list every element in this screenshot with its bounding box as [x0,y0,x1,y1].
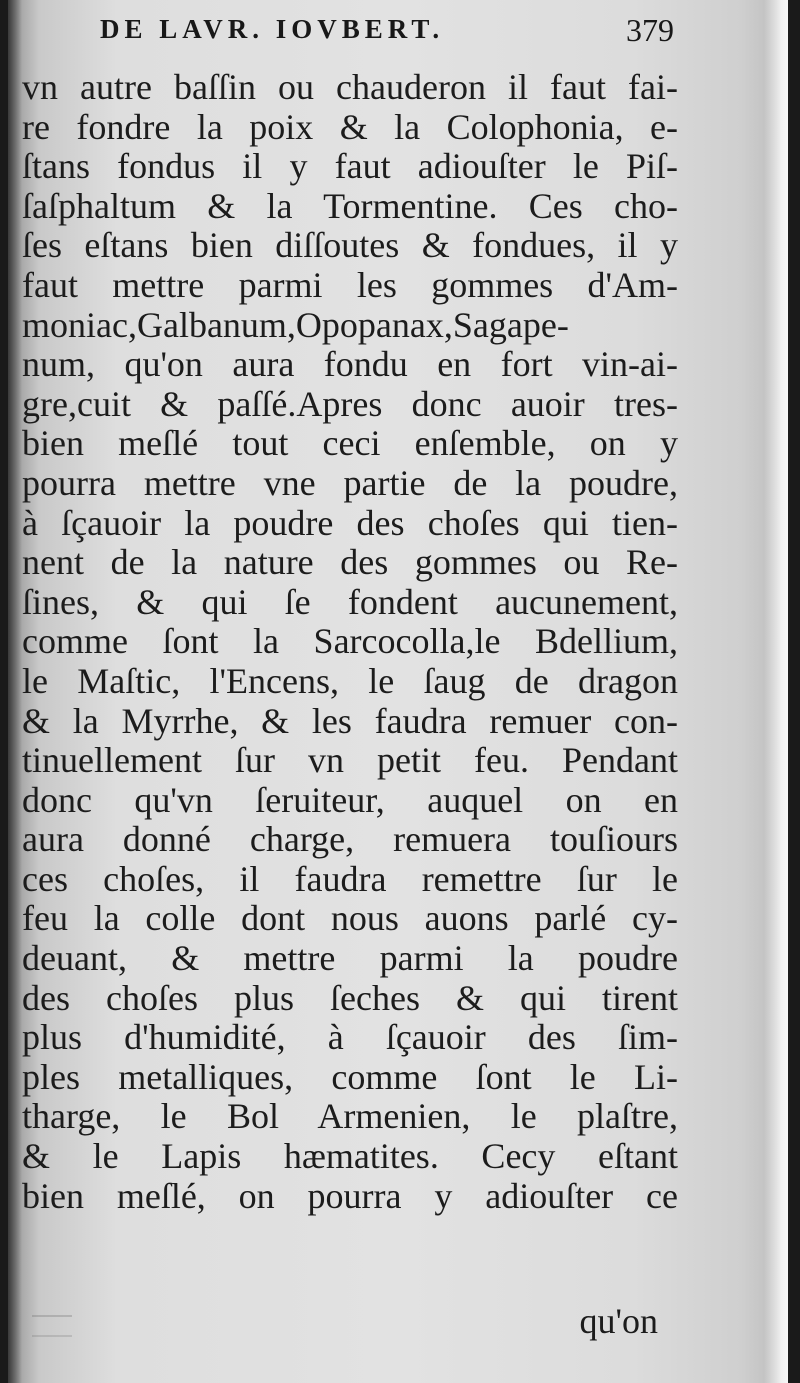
page-number: 379 [626,12,674,48]
bleed-through-mark [32,1315,72,1337]
text-line: deuant, & mettre parmi la poudre [22,938,678,979]
text-line: & le Lapis hæmatites. Cecy eſtant [22,1136,678,1177]
text-line: ſaſphaltum & la Tormentine. Ces cho- [22,185,678,226]
text-line: feu la colle dont nous auons parlé cy- [22,898,678,939]
text-line: ſines, & qui ſe fondent aucunement, [22,581,678,622]
text-line: des choſes plus ſeches & qui tirent [22,977,678,1018]
text-line: le Maſtic, l'Encens, le ſaug de dragon [22,660,678,701]
text-line: à ſçauoir la poudre des choſes qui tien- [22,502,678,543]
text-line: bien meſlé, on pourra y adiouſter ce [22,1175,678,1216]
text-line: comme ſont la Sarcocolla,le Bdellium, [22,621,678,662]
page-edge [764,0,788,1383]
gutter-shadow [8,0,22,1383]
text-line: gre,cuit & paſſé.Apres donc auoir tres- [22,383,678,424]
catchword: qu'on [579,1301,658,1341]
text-line: ſes eſtans bien diſſoutes & fondues, il y [22,225,678,266]
text-line: plus d'humidité, à ſçauoir des ſim- [22,1017,678,1058]
running-head: DE LAVR. IOVBERT. [100,14,445,44]
text-line: re fondre la poix & la Colophonia, e- [22,106,678,147]
text-line: ples metalliques, comme ſont le Li- [22,1056,678,1097]
text-line: faut mettre parmi les gommes d'Am- [22,264,678,305]
text-line: moniac,Galbanum,Opopanax,Sagape- [22,304,569,345]
text-line: ſtans fondus il y faut adiouſter le Piſ- [22,146,678,187]
text-line: aura donné charge, remuera touſiours [22,819,678,860]
text-line: & la Myrrhe, & les faudra remuer con- [22,700,678,741]
text-line: bien meſlé tout ceci enſemble, on y [22,423,678,464]
text-line: nent de la nature des gommes ou Re- [22,542,678,583]
text-line: donc qu'vn ſeruiteur, auquel on en [22,779,678,820]
page-header [100,12,700,52]
text-line: pourra mettre vne partie de la poudre, [22,462,678,503]
body-text [22,68,678,1216]
text-line: vn autre baſſin ou chauderon il faut fai- [22,67,678,107]
text-line: tinuellement ſur vn petit feu. Pendant [22,740,678,781]
text-line: ces choſes, il faudra remettre ſur le [22,858,678,899]
text-line: tharge, le Bol Armenien, le plaſtre, [22,1096,678,1137]
text-line: num, qu'on aura fondu en fort vin-ai- [22,344,678,385]
book-page [8,0,788,1383]
